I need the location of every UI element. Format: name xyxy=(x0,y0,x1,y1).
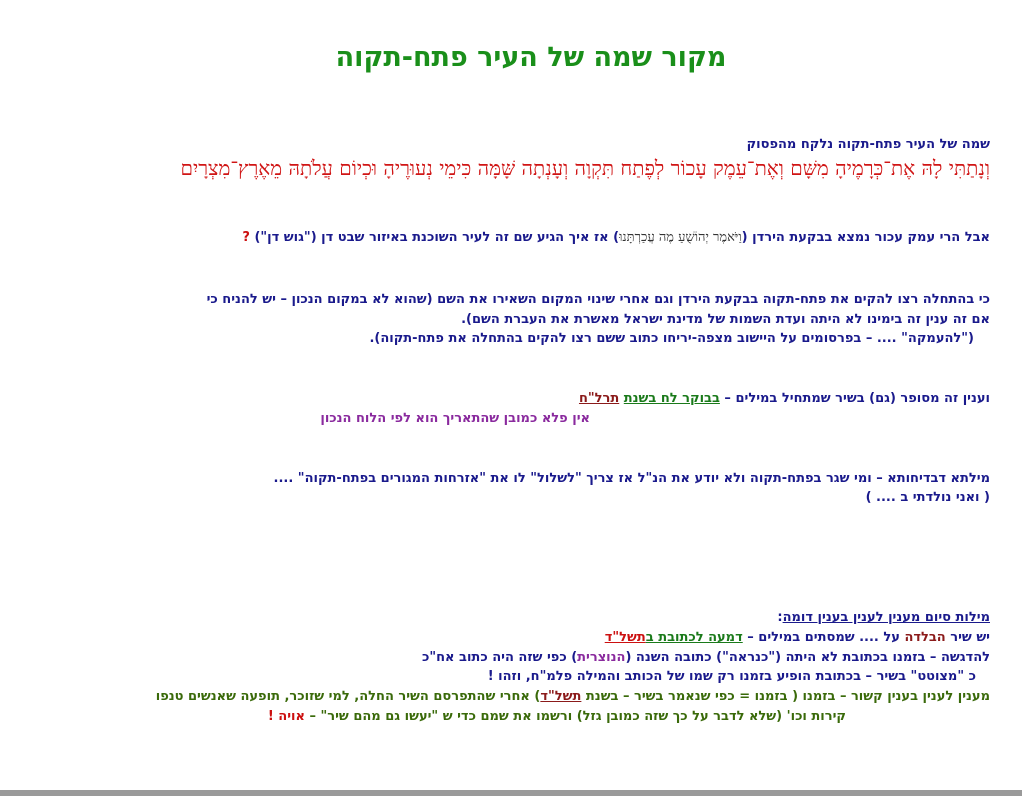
closing-line3: כ "מצוטט" בשיר – בכתובת הופיע בזמנו רק שמו של הכותב והמילה פלמ"ח, וזהו ! xyxy=(487,669,976,684)
page-title: מקור שמה של העיר פתח-תקוה xyxy=(335,42,727,73)
tear-link[interactable]: דמעה לכתובת ב xyxy=(645,630,743,645)
verse-text: וְנָתַתִּי לָהּ אֶת־כְּרָמֶיהָ מִשָּׁם וְאֶת־עֵמֶק עָכוֹר לְפֶתַח תִּקְוָה וְעָנְתָה שָּׁמָּה כִּימֵי נְעוּרֶיהָ וּכְיוֹם עֲלֹתָהּ מֵאֶרֶץ־מִצְרָיִם xyxy=(180,156,990,180)
year-tarlach: תרל"ח xyxy=(578,391,620,406)
closing-line2: להדגשה – בזמנו בכתובת לא היתה ("כנראה") כתובה השנה (הנוצרית) כפי שזה היה כתוב אח"כ xyxy=(421,650,990,665)
question-after: ) אז איך הגיע שם זה לעיר השוכנת באיזור שבט דן ("גוש דן") xyxy=(254,230,620,245)
para1-line3: ("להעמקה" .... – בפרסומים על היישוב מצפה-יריחו כתוב ששם רצו להקים בהתחלה את פתח-תקוה). xyxy=(369,331,974,346)
closing-line4: מענין לענין בענין קשור – בזמנו ( בזמנו = כפי שנאמר בשיר – בשנת תשל"ד) אחרי שהתפרסם השיר החלה, למי שזוכר, תופעה שאנשים טנפו xyxy=(155,689,990,704)
bottom-scroll-bar xyxy=(0,790,1022,796)
song-link[interactable]: בבוקר לח בשנת xyxy=(623,391,720,406)
year-tashlad: תשל"ד xyxy=(604,630,646,645)
question-before: אבל הרי עמק עכור נמצא בבקעת הירדן ( xyxy=(741,230,990,245)
question-line xyxy=(242,229,990,245)
para3-line2: ( ואני נולדתי ב .... ) xyxy=(865,490,990,505)
intro-text: שמה של העיר פתח-תקוה נלקח מהפסוק xyxy=(746,137,990,152)
closing-heading: מילות סיום מענין לענין בענין דומה: xyxy=(777,610,990,625)
para1-line2: אם זה ענין זה בימינו לא היתה ועדת השמות של מדינת ישראל מאשרת את העברת השם). xyxy=(461,312,990,327)
para2-before: וענין זה מסופר (גם) בשיר שמתחיל במילים – xyxy=(719,391,990,406)
question-mark: ? xyxy=(242,230,255,245)
para3-line1: מילתא דבדיחותא – ומי שגר בפתח-תקוה ולא יודע את הנ"ל אז צריך "לשלול" לו את "אזרחות המגורים בפתח-תקוה" .... xyxy=(273,471,990,486)
question-quote: וַיֹּאמֶר יְהוֹשֻׁעַ מֶה עֲכַרְתָּנוּ xyxy=(619,230,742,245)
christian-word: הנוצרית xyxy=(577,650,626,665)
alas-word: אויה ! xyxy=(267,709,305,724)
para1-line1: כי בהתחלה רצו להקים את פתח-תקוה בבקעת הירדן וגם אחרי שינוי המקום השאירו את השם (שהוא לא במקום הנכון – יש להניח כי xyxy=(206,292,990,307)
closing-heading-text: מילות סיום מענין לענין בענין דומה xyxy=(782,610,990,625)
year-tashlad-2: תשל"ד xyxy=(540,689,582,704)
para2-note: אין פלא כמובן שהתאריך הוא לפי הלוח הנכון xyxy=(320,411,590,426)
para2-line xyxy=(579,391,990,406)
ballad-word: הבלדה xyxy=(904,630,946,645)
closing-line5: קירות וכו' (שלא לדבר על כך שזה כמובן גזל) ורשמו את שמם כדי ש "יעשו גם מהם שיר" – אויה ! xyxy=(267,709,846,724)
closing-line1: יש שיר הבלדה על .... שמסתים במילים – דמעה לכתובת בתשל"ד xyxy=(604,630,990,645)
